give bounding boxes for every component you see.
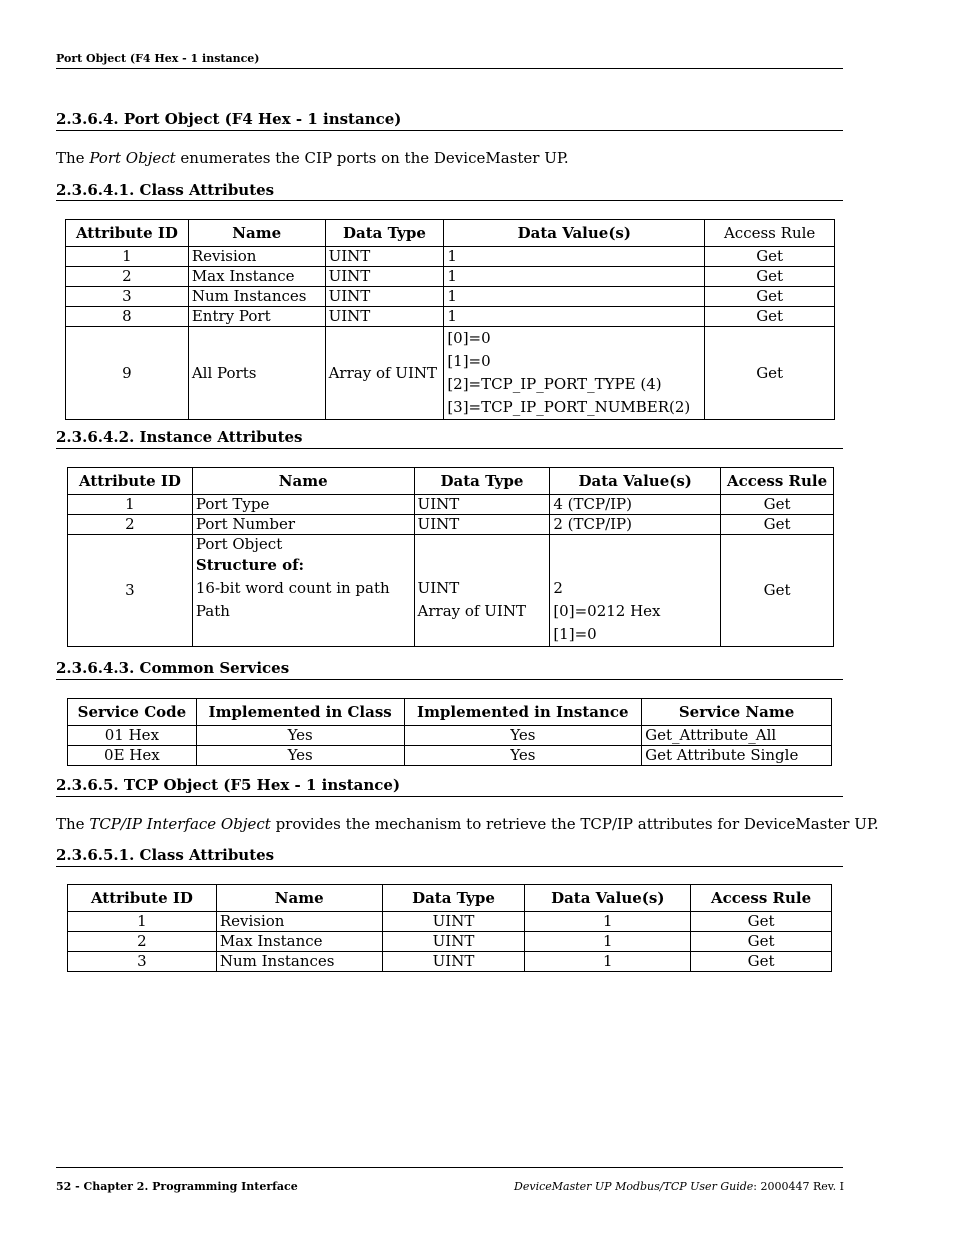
value-line: [1]=0 — [553, 625, 597, 643]
col-header: Implemented in Instance — [404, 699, 642, 726]
name-line: Structure of: — [195, 556, 305, 574]
col-header: Service Name — [642, 699, 832, 726]
cell-type: UINT — [382, 932, 525, 952]
name-line: Path — [195, 602, 230, 620]
cell-access: Get — [721, 495, 834, 515]
cell-id: 2 — [66, 267, 189, 287]
name-line: 16-bit word count in path — [195, 579, 390, 597]
cell-type: Array of UINT — [325, 327, 444, 420]
table-row — [66, 247, 835, 267]
cell-access: Get — [691, 952, 832, 972]
col-header: Access Rule — [691, 885, 832, 912]
cell-name-structure — [192, 535, 414, 647]
tcp-class-attributes-table — [67, 884, 832, 972]
table-header-row — [66, 220, 835, 247]
running-header: Port Object (F4 Hex - 1 instance) — [56, 52, 260, 65]
section-rule — [56, 796, 843, 797]
cell-access: Get — [705, 247, 835, 267]
cell-service-code: 0E Hex — [68, 746, 197, 766]
col-header: Data Type — [382, 885, 525, 912]
cell-in-instance: Yes — [404, 726, 642, 746]
cell-value-list — [444, 327, 705, 420]
col-header: Data Type — [414, 468, 550, 495]
cell-value: 2 (TCP/IP) — [550, 515, 721, 535]
cell-value: 1 — [444, 267, 705, 287]
instance-attributes-table — [67, 467, 834, 647]
type-line: UINT — [417, 579, 460, 597]
col-header: Service Code — [68, 699, 197, 726]
cell-name: Num Instances — [216, 952, 382, 972]
table-row — [68, 515, 834, 535]
cell-id: 2 — [68, 515, 193, 535]
cell-value-structure — [550, 535, 721, 647]
cell-service-name: Get_Attribute_All — [642, 726, 832, 746]
cell-id: 8 — [66, 307, 189, 327]
cell-type: UINT — [325, 247, 444, 267]
cell-value: 1 — [444, 247, 705, 267]
cell-id: 9 — [66, 327, 189, 420]
cell-access: Get — [721, 535, 834, 647]
cell-service-name: Get Attribute Single — [642, 746, 832, 766]
intro-paragraph-port: The Port Object enumerates the CIP ports on the DeviceMaster UP. — [56, 149, 569, 167]
cell-name: Port Number — [192, 515, 414, 535]
section-rule — [56, 200, 843, 201]
intro-paragraph-tcp: The TCP/IP Interface Object provides the mechanism to retrieve the TCP/IP attributes for DeviceMaster UP. — [56, 815, 879, 833]
table-row — [68, 952, 832, 972]
cell-access: Get — [721, 515, 834, 535]
section-heading-common-services: 2.3.6.4.3. Common Services — [56, 659, 290, 677]
table-row — [68, 535, 834, 647]
common-services-table — [67, 698, 832, 766]
footer-doc-title: DeviceMaster UP Modbus/TCP User Guide: 2000447 Rev. I — [514, 1180, 844, 1193]
value-line: [0]=0 — [447, 329, 491, 347]
type-line: Array of UINT — [417, 602, 526, 620]
table-header-row — [68, 468, 834, 495]
col-header: Name — [192, 468, 414, 495]
table-row — [68, 746, 832, 766]
cell-access: Get — [705, 307, 835, 327]
cell-name: Port Type — [192, 495, 414, 515]
cell-type: UINT — [325, 307, 444, 327]
col-header: Data Type — [325, 220, 444, 247]
col-header: Attribute ID — [68, 468, 193, 495]
value-line: [0]=0212 Hex — [553, 602, 661, 620]
section-heading-instance-attributes: 2.3.6.4.2. Instance Attributes — [56, 428, 303, 446]
cell-access: Get — [705, 267, 835, 287]
col-header: Data Value(s) — [550, 468, 721, 495]
section-heading-port-object: 2.3.6.4. Port Object (F4 Hex - 1 instance) — [56, 110, 402, 128]
section-heading-tcp-class-attributes: 2.3.6.5.1. Class Attributes — [56, 846, 275, 864]
cell-in-class: Yes — [196, 746, 404, 766]
section-heading-tcp-object: 2.3.6.5. TCP Object (F5 Hex - 1 instance) — [56, 776, 401, 794]
cell-id: 3 — [66, 287, 189, 307]
value-line: [3]=TCP_IP_PORT_NUMBER(2) — [447, 398, 691, 416]
col-header: Implemented in Class — [196, 699, 404, 726]
cell-value: 1 — [444, 307, 705, 327]
value-line: 2 — [553, 579, 563, 597]
cell-id: 2 — [68, 932, 217, 952]
cell-id: 3 — [68, 535, 193, 647]
cell-in-class: Yes — [196, 726, 404, 746]
table-row — [68, 912, 832, 932]
col-header: Name — [216, 885, 382, 912]
section-rule — [56, 679, 843, 680]
footer-rule — [56, 1167, 843, 1168]
cell-value: 4 (TCP/IP) — [550, 495, 721, 515]
cell-name: Max Instance — [216, 932, 382, 952]
col-header: Data Value(s) — [525, 885, 691, 912]
value-line: [2]=TCP_IP_PORT_TYPE (4) — [447, 375, 662, 393]
cell-type: UINT — [325, 287, 444, 307]
cell-type: UINT — [414, 495, 550, 515]
cell-type: UINT — [325, 267, 444, 287]
col-header: Access Rule — [705, 220, 835, 247]
table-header-row — [68, 699, 832, 726]
table-row — [68, 726, 832, 746]
table-row — [68, 932, 832, 952]
section-rule — [56, 866, 843, 867]
col-header: Name — [188, 220, 325, 247]
cell-in-instance: Yes — [404, 746, 642, 766]
cell-name: Revision — [188, 247, 325, 267]
table-row — [66, 287, 835, 307]
name-line: Port Object — [195, 535, 283, 553]
section-heading-class-attributes: 2.3.6.4.1. Class Attributes — [56, 181, 275, 199]
cell-name: All Ports — [188, 327, 325, 420]
cell-value: 1 — [525, 912, 691, 932]
table-row — [66, 267, 835, 287]
cell-access: Get — [705, 287, 835, 307]
cell-value: 1 — [525, 952, 691, 972]
col-header: Access Rule — [721, 468, 834, 495]
section-rule — [56, 448, 843, 449]
cell-type: UINT — [382, 912, 525, 932]
cell-access: Get — [705, 327, 835, 420]
cell-access: Get — [691, 912, 832, 932]
cell-id: 1 — [68, 495, 193, 515]
cell-type: UINT — [414, 515, 550, 535]
col-header: Attribute ID — [66, 220, 189, 247]
cell-id: 1 — [66, 247, 189, 267]
cell-value: 1 — [525, 932, 691, 952]
class-attributes-table — [65, 219, 835, 420]
cell-name: Num Instances — [188, 287, 325, 307]
section-rule — [56, 130, 843, 131]
table-row — [66, 327, 835, 420]
col-header: Data Value(s) — [444, 220, 705, 247]
cell-service-code: 01 Hex — [68, 726, 197, 746]
cell-id: 3 — [68, 952, 217, 972]
cell-name: Revision — [216, 912, 382, 932]
col-header: Attribute ID — [68, 885, 217, 912]
cell-value: 1 — [444, 287, 705, 307]
cell-type-structure — [414, 535, 550, 647]
table-header-row — [68, 885, 832, 912]
cell-access: Get — [691, 932, 832, 952]
cell-name: Max Instance — [188, 267, 325, 287]
value-line: [1]=0 — [447, 352, 491, 370]
cell-name: Entry Port — [188, 307, 325, 327]
header-rule — [56, 68, 843, 69]
footer-page-label: 52 - Chapter 2. Programming Interface — [56, 1180, 298, 1193]
table-row — [66, 307, 835, 327]
cell-type: UINT — [382, 952, 525, 972]
table-row — [68, 495, 834, 515]
cell-id: 1 — [68, 912, 217, 932]
